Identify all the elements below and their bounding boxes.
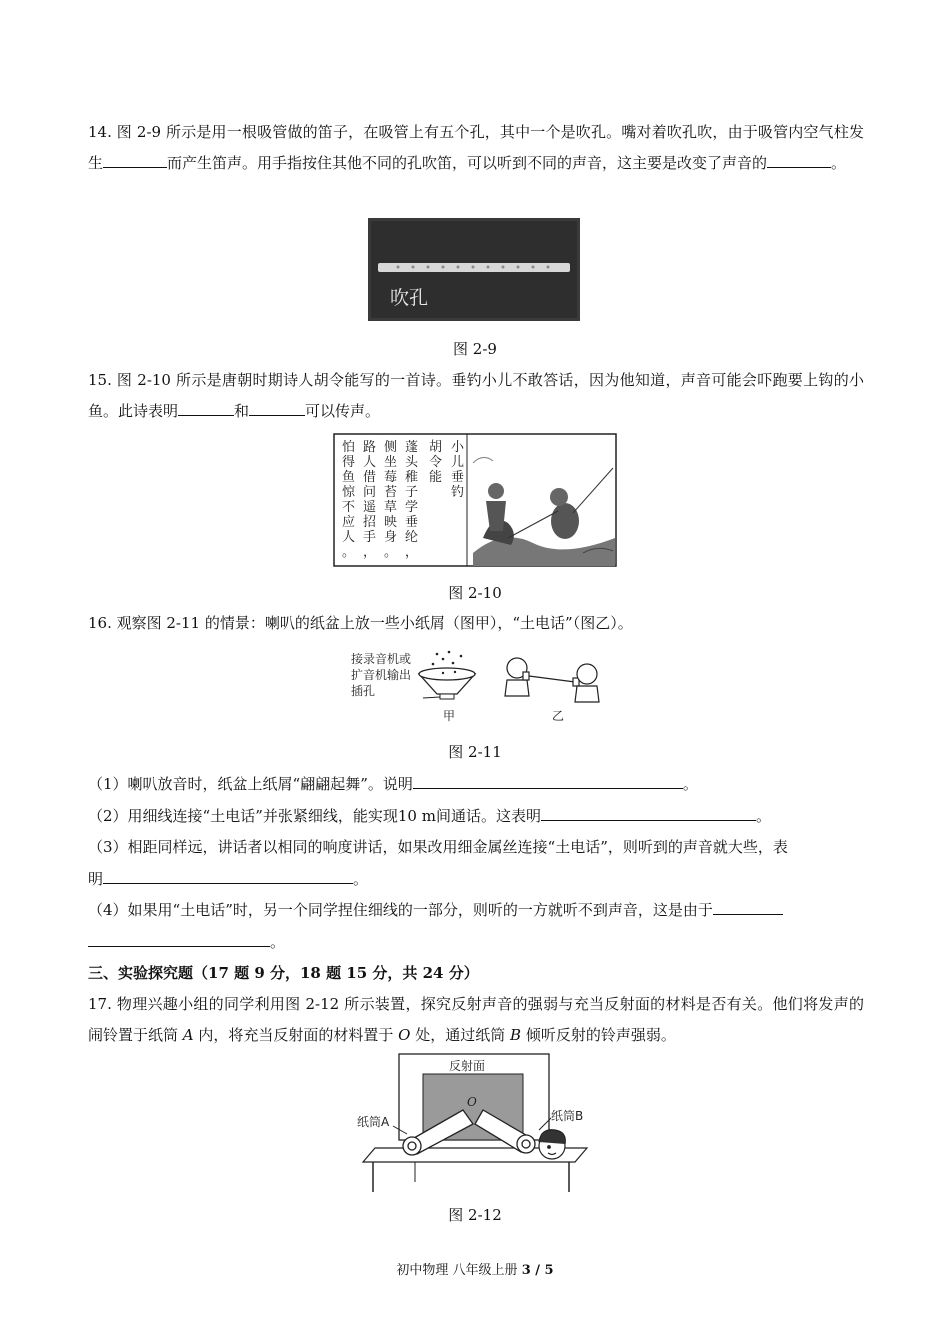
q14-text-a: 14. 图 2-9 所示是用一根吸管做的笛子，在吸管上有五个孔，其中一个是吹孔。嘴对着吹孔吹，由于吸管内空气柱发生 [88, 123, 864, 172]
q17-var-a: A [182, 1026, 194, 1044]
q16-sub2-blank[interactable] [541, 807, 756, 821]
point-o-label: O [467, 1095, 477, 1109]
speaker-and-phone-image [347, 646, 609, 726]
q17-var-o: O [398, 1026, 411, 1044]
q16-sub2-distance: 10 m [397, 807, 436, 825]
q16-sub3-end: 。 [353, 870, 369, 888]
poem-column-3: 蓬头稚子学垂纶， [405, 440, 419, 560]
q16-sub4-end: 。 [270, 933, 286, 951]
q14-blank-1[interactable] [103, 154, 167, 168]
q16-sub2-text: （2）用细线连接“土电话”并张紧细线，能实现 [88, 807, 398, 825]
q14-blank-2[interactable] [767, 154, 831, 168]
figure-2-9-caption: 图 2-9 [453, 340, 497, 358]
boy-listening-icon [539, 1130, 565, 1159]
q15-blank-1[interactable] [178, 402, 234, 416]
fig-label-line-1: 接录音机或 [351, 652, 412, 666]
q17-text-b: 内，将充当反射面的材料置于 [193, 1026, 399, 1044]
q16-sub3-text: 明 [88, 870, 104, 888]
q16-sub4-text: （4）如果用“土电话”时，另一个同学捏住细线的一部分，则听的一方就听不到声音，这是由于 [88, 901, 713, 919]
q17-text-d: 倾听反射的铃声强弱。 [521, 1026, 676, 1044]
q16-sub1-text: （1）喇叭放音时，纸盆上纸屑“翩翩起舞”。说明 [88, 775, 413, 793]
q14-text-b: 而产生笛声。用手指按住其他不同的孔吹笛，可以听到不同的声音，这主要是改变了声音的 [167, 154, 768, 172]
page-footer [0, 1262, 950, 1280]
poem-column-1: 小儿垂钓 [451, 440, 465, 500]
q16-sub4-blank-2[interactable] [88, 933, 270, 947]
tin-can-phone-icon [505, 658, 599, 702]
tube-b-label: 纸筒B [551, 1109, 584, 1123]
q15-text-b: 和 [234, 402, 250, 420]
q16-sub4-blank-1[interactable] [713, 901, 783, 915]
poem-image [333, 433, 617, 567]
fig-yi-label: 乙 [552, 709, 565, 723]
q17-text [88, 989, 864, 1051]
q15-text-a: 15. 图 2-10 所示是唐朝时期诗人胡令能写的一首诗。垂钓小儿不敢答话，因为他知道，声音可能会吓跑要上钩的小鱼。此诗表明 [88, 371, 864, 420]
figure-2-10-caption: 图 2-10 [448, 584, 502, 602]
poem-column-4: 侧坐莓苔草映身。 [384, 440, 398, 560]
q16-sub4-line1 [88, 899, 783, 921]
poem-column-6: 怕得鱼惊不应人。 [342, 440, 356, 560]
blow-hole-label: 吹孔 [390, 287, 429, 309]
footer-text: 初中物理 八年级上册 [396, 1263, 522, 1278]
page-number: 3 / 5 [521, 1263, 554, 1278]
tube-a-label: 纸筒A [357, 1115, 390, 1129]
speaker-icon [419, 651, 475, 699]
q15-text-c: 可以传声。 [305, 402, 381, 420]
q16-intro: 16. 观察图 2-11 的情景：喇叭的纸盆上放一些小纸屑（图甲），“土电话”（图乙）。 [88, 614, 633, 632]
q15-text [88, 365, 864, 427]
q16-sub2-end: 。 [756, 807, 772, 825]
q14-text-c: 。 [831, 154, 847, 172]
fig-jia-label: 甲 [443, 709, 456, 723]
q14-text [88, 117, 864, 179]
figure-2-11 [347, 646, 609, 726]
q16-sub3-blank[interactable] [103, 870, 353, 884]
q16-sub1-end: 。 [682, 775, 698, 793]
reflection-apparatus-image [355, 1050, 595, 1193]
figure-2-10-poem [333, 433, 617, 567]
q17-text-c: 处，通过纸筒 [410, 1026, 511, 1044]
figure-2-9-flute [368, 218, 580, 321]
flute-image [368, 218, 580, 321]
q16-sub3-line2 [88, 868, 368, 890]
q16-sub4-line2 [88, 931, 285, 953]
q15-blank-2[interactable] [249, 402, 305, 416]
figure-2-11-caption: 图 2-11 [448, 743, 502, 761]
reflector-label: 反射面 [449, 1059, 486, 1073]
q17-text-a: 17. 物理兴趣小组的同学利用图 2-12 所示装置，探究反射声音的强弱与充当反射面的材料是否有关。他们将发声的闹铃置于纸筒 [88, 995, 864, 1044]
poem-column-5: 路人借问遥招手， [363, 440, 377, 560]
q16-sub1-blank[interactable] [413, 775, 683, 789]
figure-2-12-caption: 图 2-12 [448, 1206, 502, 1224]
q16-sub2 [88, 805, 771, 827]
poem-column-2: 胡令能 [429, 440, 443, 485]
fig-label-line-3: 插孔 [351, 684, 376, 698]
q16-sub1 [88, 773, 698, 795]
section-3-heading: 三、实验探究题（17 题 9 分，18 题 15 分，共 24 分） [88, 964, 479, 982]
q16-sub2-text-b: 间通话。这表明 [435, 807, 541, 825]
q17-var-b: B [510, 1026, 522, 1044]
figure-2-12 [355, 1050, 595, 1193]
fig-label-line-2: 扩音机输出 [351, 668, 412, 682]
q16-sub3-line1: （3）相距同样远，讲话者以相同的响度讲话，如果改用细金属丝连接“土电话”，则听到的声音就大些，表 [88, 838, 788, 856]
